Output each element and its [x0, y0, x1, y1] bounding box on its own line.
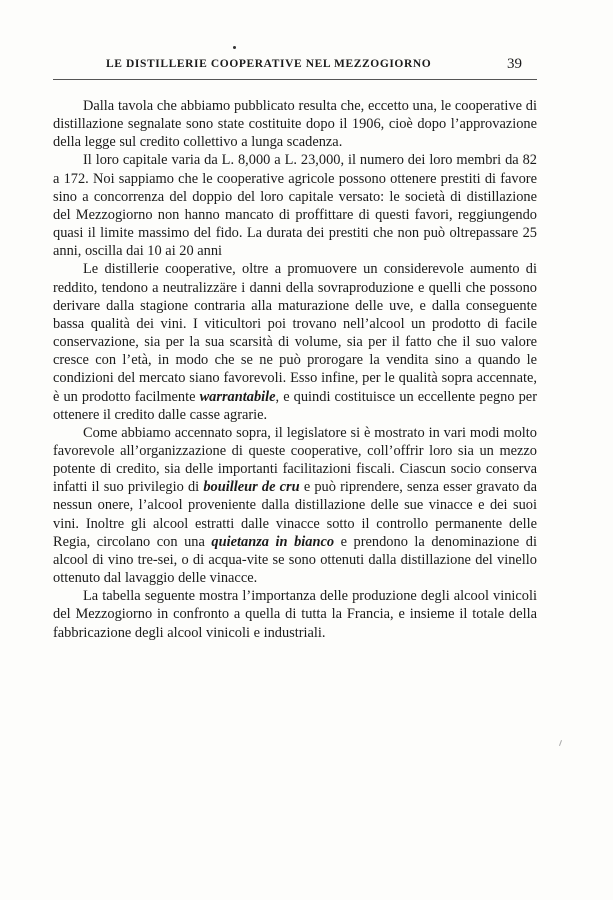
paragraph-text: e prendono la denominazione di alcool di vino tre-sei, o di acqua-vite se sono ottenuti dalla distillazione del vinello ottenuto dal lavaggio delle vinacce.	[53, 533, 537, 587]
paragraph-text: Come abbiamo accennato sopra, il legislatore si è mostrato in vari modi molto favorevole all’organizzazione di queste cooperative, coll’offrir loro sia un mezzo potente di credito, sia delle importanti facilitazioni fiscali. Ciascun socio conserva infatti il suo privilegio di	[53, 424, 537, 496]
paragraph-text: e può riprendere, senza esser gravato da nessun onere, l’alcool proveniente dalla distillazione delle sue vinacce e dei suoi vini. Inoltre gli alcool estratti dalle vinacce sotto il controllo permanente delle Regia, circolano con una	[53, 479, 537, 550]
paragraph-text: La tabella seguente mostra l’importanza delle produzione degli alcool vinicoli del Mezzogiorno in confronto a quella di tutta la Francia, e insieme il totale della fabbricazione degli alcool vinicoli e industriali.	[53, 588, 537, 641]
page-number: 39	[507, 56, 522, 72]
header-rule	[53, 79, 537, 80]
paragraph-text: Le distillerie cooperative, oltre a promuovere un considerevole aumento di reddito, tendono a neutralizzäre i danni della sovraproduzione e quelli che possono derivare dalla stagione contraria alla maturazione delle uve, e dalla conseguente bassa qualità dei vini. I viticultori poi trovano nell’alcool un prodotto di facile conservazione, sia per la sua scarsità di volume, sia per il fatto che il suo valore cresce con l’età, in modo che se ne può prorogare la vendita sino a quando le condizioni del mercato siano favorevoli. Esso infine, per le qualità sopra accennate, è un prodotto facilmente	[53, 261, 537, 405]
body-text	[53, 97, 537, 642]
paragraph-4	[53, 424, 537, 587]
paragraph-2	[53, 151, 537, 260]
paragraph-5	[53, 587, 537, 641]
print-speck	[559, 740, 562, 746]
paragraph-3	[53, 260, 537, 423]
paragraph-text: Il loro capitale varia da L. 8,000 a L. 23,000, il numero dei loro membri da 82 a 172. Noi sappiamo che le cooperative agricole possono ottenere prestiti di favore sino a concorrenza del doppio del loro capitale versato: le società di distillazione del Mezzogiorno non hanno mancato di proffittare di questi favori, reggiungendo quasi il limite massimo del fido. La durata dei prestiti che non può oltrepassare 25 anni, oscilla dai 10 ai 20 anni	[53, 152, 537, 260]
running-head: LE DISTILLERIE COOPERATIVE NEL MEZZOGIORNO	[106, 58, 432, 70]
print-dot	[233, 46, 236, 49]
italic-term: warrantabile	[199, 388, 276, 405]
paragraph-text: , e quindi costituisce un eccellente pegno per ottenere il credito dalle casse agrarie.	[53, 388, 537, 423]
paragraph-text: Dalla tavola che abbiamo pubblicato resulta che, eccetto una, le cooperative di distillazione segnalate sono state costituite dopo il 1906, cioè dopo l’approvazione della legge sul credito collettivo a lunga scadenza.	[53, 98, 537, 151]
paragraph-1	[53, 97, 537, 151]
italic-term: quietanza in bianco	[211, 533, 335, 550]
italic-term: bouilleur de cru	[203, 479, 300, 496]
